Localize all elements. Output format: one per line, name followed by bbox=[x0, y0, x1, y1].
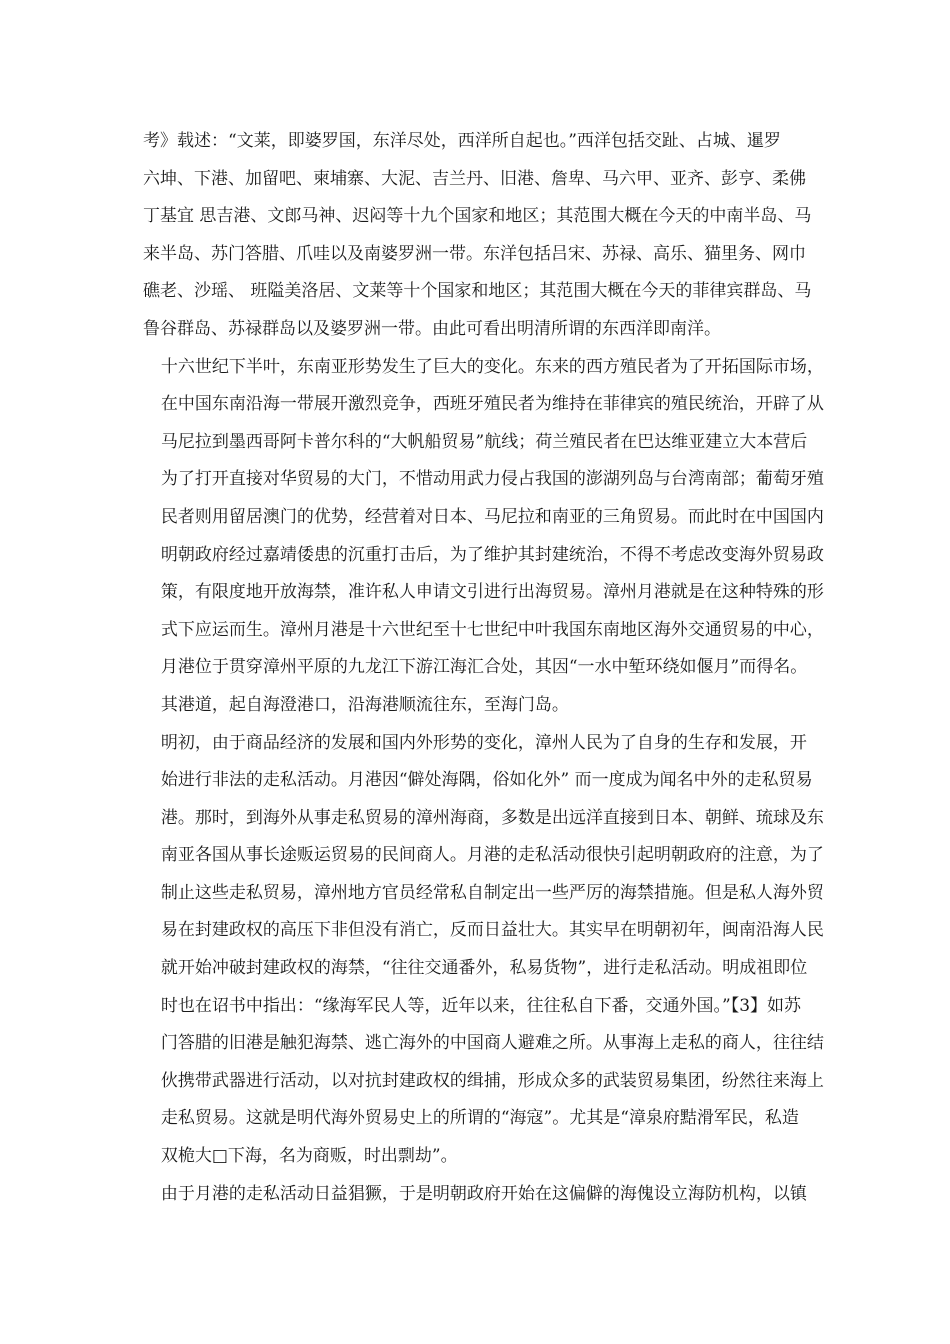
text-line: 马尼拉到墨西哥阿卡普尔科的“大帆船贸易”航线；荷兰殖民者在巴达维亚建立大本营后 bbox=[160, 431, 808, 452]
text-line: 港。那时，到海外从事走私贸易的漳州海商，多数是出远洋直接到日本、朝鲜、琉球及东 bbox=[160, 807, 824, 828]
text-line: 月港位于贯穿漳州平原的九龙江下游江海汇合处，其因“一水中堑环绕如偃月”而得名。 bbox=[160, 657, 808, 678]
text-line: 六坤、下港、加留吧、柬埔寨、大泥、吉兰丹、旧港、詹卑、马六甲、亚齐、彭亨、柔佛 bbox=[143, 168, 806, 189]
text-line: 来半岛、苏门答腊、爪哇以及南婆罗洲一带。东洋包括吕宋、苏禄、高乐、猫里务、网巾 bbox=[143, 243, 806, 264]
text-line: 始进行非法的走私活动。月港因“僻处海隅，俗如化外” 而一度成为闻名中外的走私贸易 bbox=[160, 770, 813, 791]
text-line: 其港道，起自海澄港口，沿海港顺流往东，至海门岛。 bbox=[160, 694, 569, 715]
text-line: 门答腊的旧港是触犯海禁、逃亡海外的中国商人避难之所。从事海上走私的商人，往往结 bbox=[160, 1033, 824, 1054]
text-line: 南亚各国从事长途贩运贸易的民间商人。月港的走私活动很快引起明朝政府的注意，为了 bbox=[160, 845, 824, 866]
paragraph bbox=[143, 1176, 808, 1214]
text-line: 易在封建政权的高压下非但没有消亡，反而日益壮大。其实早在明朝初年，闽南沿海人民 bbox=[160, 920, 824, 941]
text-line: 为了打开直接对华贸易的大门，不惜动用武力侵占我国的澎湖列岛与台湾南部；葡萄牙殖 bbox=[160, 469, 824, 490]
text-line: 在中国东南沿海一带展开激烈竞争，西班牙殖民者为维持在菲律宾的殖民统治，开辟了从 bbox=[160, 394, 824, 415]
text-line: 鲁谷群岛、苏禄群岛以及婆罗洲一带。由此可看出明清所谓的东西洋即南洋。 bbox=[143, 318, 721, 339]
text-line: 由于月港的走私活动日益猖獗，于是明朝政府开始在这偏僻的海傀设立海防机构，以镇 bbox=[160, 1183, 807, 1204]
paragraph bbox=[143, 123, 812, 349]
text-line: 考》载述：“文莱，即婆罗国，东洋尽处，西洋所自起也。”西洋包括交趾、占城、暹罗 bbox=[143, 131, 781, 151]
text-line: 就开始冲破封建政权的海禁，“往往交通番外，私易货物”，进行走私活动。明成祖即位 bbox=[160, 958, 808, 979]
paragraph bbox=[143, 349, 824, 725]
text-line: 走私贸易。这就是明代海外贸易史上的所谓的“海寇”。尤其是“漳泉府黠滑军民，私造 bbox=[160, 1108, 799, 1129]
text-line: 伙携带武器进行活动，以对抗封建政权的缉捕，形成众多的武装贸易集团，纷然往来海上 bbox=[160, 1070, 824, 1091]
text-line: 明初，由于商品经济的发展和国内外形势的变化，漳州人民为了自身的生存和发展，开 bbox=[160, 732, 807, 753]
paragraph bbox=[143, 725, 824, 1176]
text-line: 双桅大□下海，名为商贩，时出剽劫”。 bbox=[160, 1146, 458, 1167]
text-line: 民者则用留居澳门的优势，经营着对日本、马尼拉和南亚的三角贸易。而此时在中国国内 bbox=[160, 506, 824, 527]
text-line: 丁基宜 思吉港、文郎马神、迟闷等十九个国家和地区；其范围大概在今天的中南半岛、马 bbox=[143, 206, 812, 227]
text-line: 式下应运而生。漳州月港是十六世纪至十七世纪中叶我国东南地区海外交通贸易的中心， bbox=[160, 619, 824, 640]
document-body bbox=[143, 123, 824, 1213]
text-line: 策，有限度地开放海禁，准许私人申请文引进行出海贸易。漳州月港就是在这种特殊的形 bbox=[160, 582, 824, 603]
text-line: 十六世纪下半叶，东南亚形势发生了巨大的变化。东来的西方殖民者为了开拓国际市场， bbox=[160, 356, 824, 377]
text-line: 时也在诏书中指出：“缘海军民人等，近年以来，往往私自下番，交通外国。”【3】如苏 bbox=[160, 995, 802, 1016]
text-line: 明朝政府经过嘉靖倭患的沉重打击后，为了维护其封建统治，不得不考虑改变海外贸易政 bbox=[160, 544, 824, 565]
text-line: 礁老、沙瑶、 班隘美洛居、文莱等十个国家和地区；其范围大概在今天的菲律宾群岛、马 bbox=[143, 281, 812, 302]
text-line: 制止这些走私贸易，漳州地方官员经常私自制定出一些严厉的海禁措施。但是私人海外贸 bbox=[160, 882, 824, 903]
